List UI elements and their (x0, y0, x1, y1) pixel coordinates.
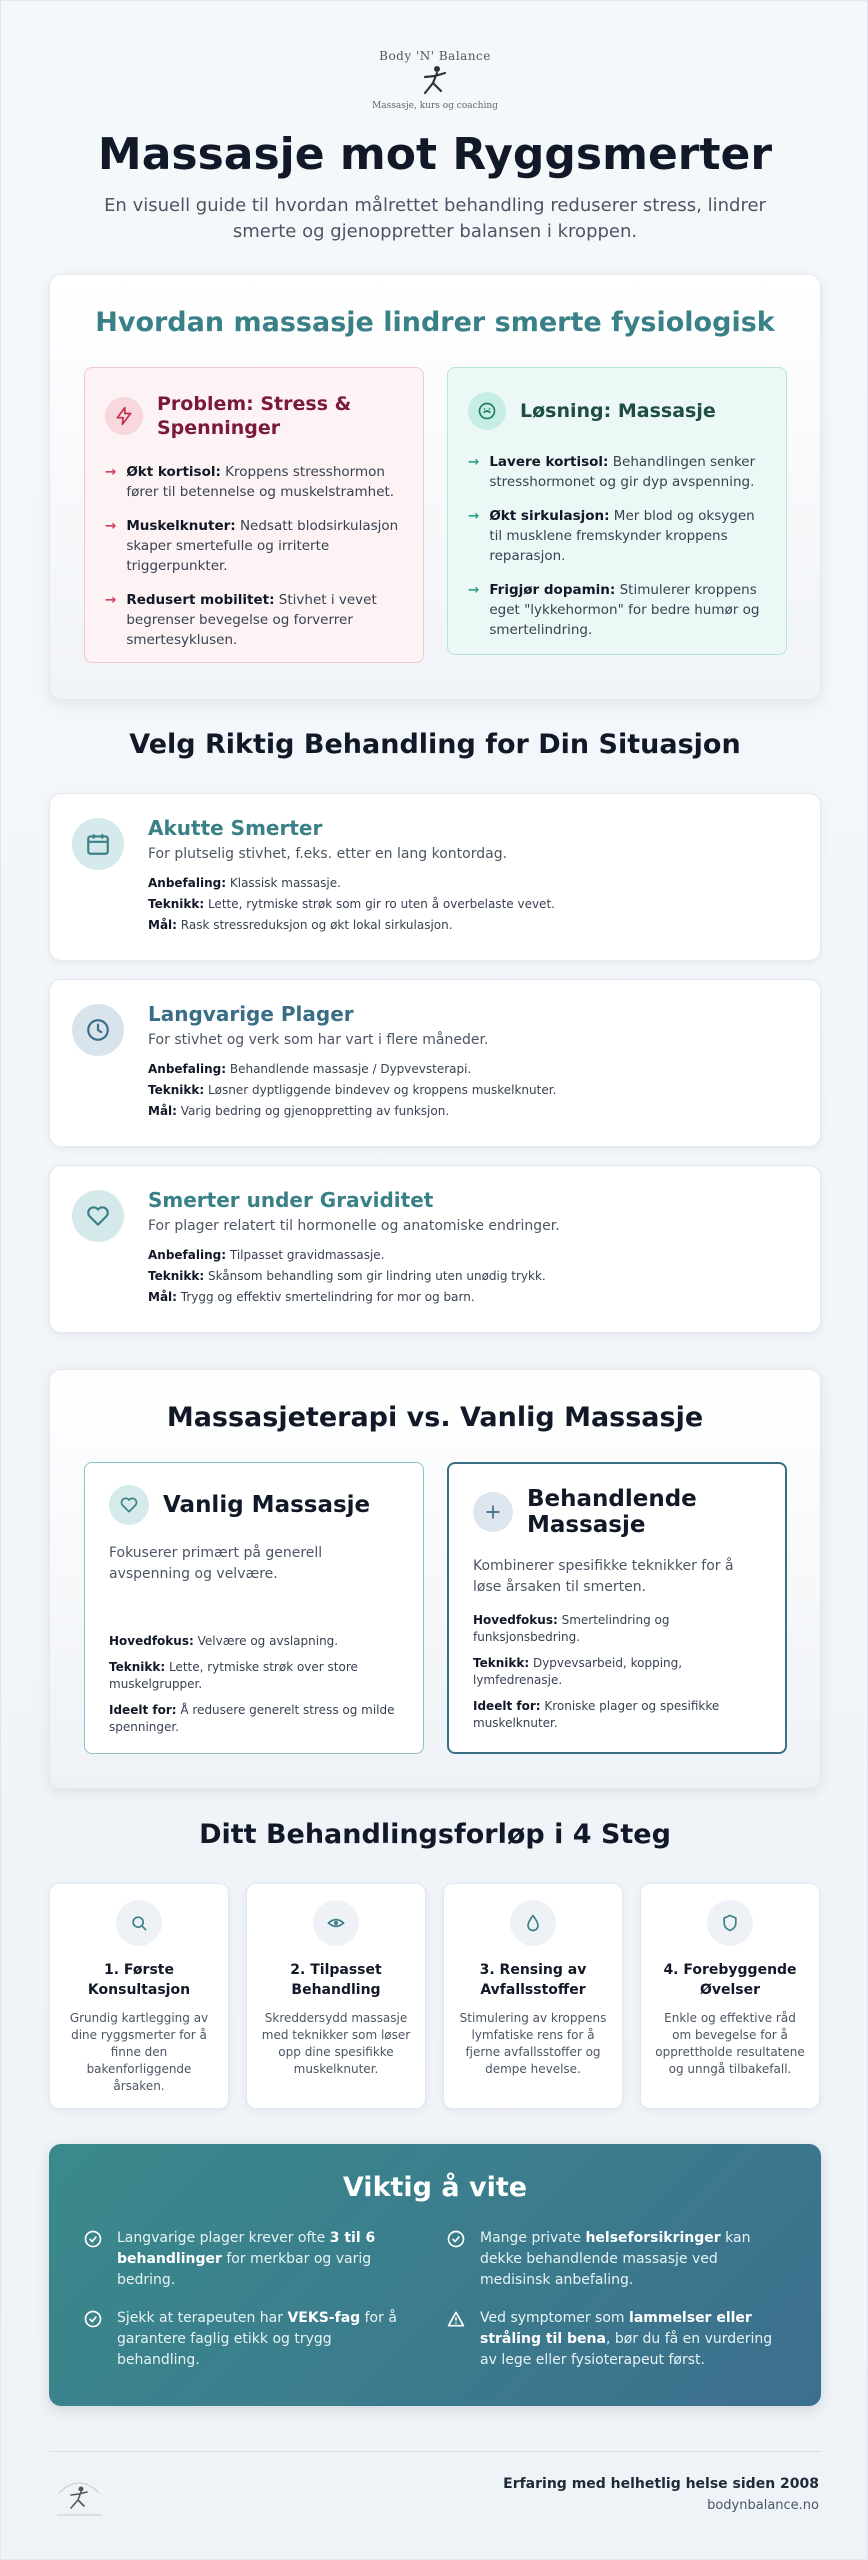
vanlig-technique: Teknikk: Lette, rytmiske strøk over store muskelgrupper. (109, 1660, 358, 1691)
treatment-title: Langvarige Plager (148, 1002, 354, 1026)
footer-divider (49, 2451, 821, 2452)
solution-box (447, 367, 787, 655)
smile-icon (468, 392, 506, 430)
treatments-title: Velg Riktig Behandling for Din Situasjon (129, 729, 741, 760)
dancer-figure-icon (415, 63, 455, 99)
vanlig-title: Vanlig Massasje (163, 1492, 371, 1518)
step-title: 4. Forebyggende Øvelser (663, 1962, 797, 1998)
step-card-4 (640, 1883, 820, 2109)
physiology-card (49, 274, 821, 700)
logo-brand-name: Body 'N' Balance (379, 49, 491, 63)
step-title: 2. Tilpasset Behandling (290, 1962, 382, 1998)
search-icon (116, 1900, 162, 1946)
heart-icon (72, 1190, 124, 1242)
solution-item: → Lavere kortisol: Behandlingen senker stresshormonet og gir dyp avspenning. (468, 454, 756, 490)
important-item: Ved symptomer som lammelser eller stråling til bena, bør du få en vurdering av lege eller fysioterapeut først. (446, 2308, 776, 2371)
solution-item: → Frigjør dopamin: Stimulerer kroppens eget "lykkehormon" for bedre humør og smertelindring. (468, 582, 760, 638)
vanlig-focus: Hovedfokus: Velvære og avslapning. (109, 1634, 339, 1648)
behandlende-focus: Hovedfokus: Smertelindring og funksjonsbedring. (473, 1613, 670, 1644)
treatment-desc: For plutselig stivhet, f.eks. etter en lang kontordag. (148, 846, 508, 862)
physiology-title: Hvordan massasje lindrer smerte fysiologisk (95, 307, 775, 338)
steps-title: Ditt Behandlingsforløp i 4 Steg (199, 1819, 671, 1850)
lightning-icon (105, 397, 143, 435)
treatment-technique: Teknikk: Løsner dyptliggende bindevev og kroppens muskelknuter. (148, 1083, 557, 1097)
treatment-title: Smerter under Graviditet (148, 1188, 434, 1212)
important-item: Langvarige plager krever ofte 3 til 6 behandlinger for merkbar og varig bedring. (83, 2228, 413, 2291)
shield-icon (707, 1900, 753, 1946)
plus-icon (473, 1492, 513, 1532)
treatment-goal: Mål: Rask stressreduksjon og økt lokal sirkulasjon. (148, 918, 453, 932)
behandlende-desc: Kombinerer spesifikke teknikker for å løse årsaken til smerten. (473, 1558, 734, 1595)
treatment-technique: Teknikk: Skånsom behandling som gir lindring uten unødig trykk. (148, 1269, 546, 1283)
important-item: Mange private helseforsikringer kan dekke behandlende massasje ved medisinsk anbefaling. (446, 2228, 776, 2291)
clock-icon (72, 1004, 124, 1056)
brand-logo[interactable] (1, 49, 868, 129)
treatment-recommendation: Anbefaling: Tilpasset gravidmassasje. (148, 1248, 385, 1262)
behandlende-massasje-box (447, 1462, 787, 1754)
eye-icon (313, 1900, 359, 1946)
treatment-card-chronic (49, 979, 821, 1147)
calendar-icon (72, 818, 124, 870)
check-circle-icon (83, 2309, 103, 2329)
treatment-recommendation: Anbefaling: Klassisk massasje. (148, 876, 341, 890)
step-card-2 (246, 1883, 426, 2109)
problem-item: → Økt kortisol: Kroppens stresshormon fører til betennelse og muskelstramhet. (105, 464, 395, 500)
footer-info (503, 2476, 819, 2513)
treatment-title: Akutte Smerter (148, 816, 323, 840)
vanlig-ideal: Ideelt for: Å redusere generelt stress og milde spenninger. (109, 1703, 395, 1734)
logo-tagline: Massasje, kurs og coaching (372, 101, 498, 111)
footer-website-link[interactable]: bodynbalance.no (707, 2498, 819, 2513)
page-title: Massasje mot Ryggsmerter (97, 129, 773, 180)
step-title: 3. Rensing av Avfallsstoffer (479, 1962, 587, 1998)
treatment-desc: For plager relatert til hormonelle og anatomiske endringer. (148, 1218, 560, 1234)
treatment-goal: Mål: Trygg og effektiv smertelindring for mor og barn. (148, 1290, 475, 1304)
droplet-icon (510, 1900, 556, 1946)
vanlig-desc: Fokuserer primært på generell avspenning og velvære. (109, 1545, 323, 1582)
warning-icon (446, 2309, 466, 2329)
step-title: 1. Første Konsultasjon (87, 1962, 191, 1998)
treatment-card-pregnancy (49, 1165, 821, 1333)
step-card-1 (49, 1883, 229, 2109)
page-subtitle: En visuell guide til hvordan målrettet behandling reduserer stress, lindrer smerte og gjenoppretter balansen i kroppen. (104, 195, 766, 242)
step-card-3 (443, 1883, 623, 2109)
step-text: Skreddersydd massasje med teknikker som løser opp dine spesifikke muskelknuter. (261, 2011, 411, 2076)
step-text: Stimulering av kroppens lymfatiske rens for å fjerne avfallsstoffer og dempe hevelse. (459, 2011, 607, 2076)
problem-item: → Muskelknuter: Nedsatt blodsirkulasjon skaper smertefulle og irriterte triggerpunkter. (105, 518, 399, 574)
treatment-recommendation: Anbefaling: Behandlende massasje / Dypvevsterapi. (148, 1062, 472, 1076)
vanlig-massasje-box (84, 1462, 424, 1754)
solution-title: Løsning: Massasje (520, 400, 716, 422)
step-text: Grundig kartlegging av dine ryggsmerter for å finne den bakenforliggende årsaken. (69, 2011, 209, 2093)
comparison-card (49, 1369, 821, 1789)
check-circle-icon (83, 2229, 103, 2249)
treatment-goal: Mål: Varig bedring og gjenoppretting av funksjon. (148, 1104, 450, 1118)
behandlende-ideal: Ideelt for: Kroniske plager og spesifikke muskelknuter. (473, 1699, 720, 1730)
problem-item: → Redusert mobilitet: Stivhet i vevet begrenser bevegelse og forverrer smertesyklusen. (105, 592, 377, 648)
step-text: Enkle og effektive råd om bevegelse for å opprettholde resultatene og unngå tilbakefall. (655, 2011, 805, 2076)
footer-logo[interactable] (49, 2471, 109, 2521)
treatment-card-acute (49, 793, 821, 961)
footer-tagline: Erfaring med helhetlig helse siden 2008 (503, 2476, 819, 2492)
important-box (49, 2144, 821, 2406)
check-circle-icon (446, 2229, 466, 2249)
treatment-desc: For stivhet og verk som har vart i flere måneder. (148, 1032, 489, 1048)
treatment-technique: Teknikk: Lette, rytmiske strøk som gir ro uten å overbelaste vevet. (148, 897, 555, 911)
comparison-title: Massasjeterapi vs. Vanlig Massasje (166, 1402, 704, 1433)
problem-title: Problem: Stress & Spenninger (157, 393, 352, 439)
important-item: Sjekk at terapeuten har VEKS-fag for å garantere faglig etikk og trygg behandling. (83, 2308, 413, 2371)
solution-item: → Økt sirkulasjon: Mer blod og oksygen til musklene fremskynder kroppens reparasjon. (468, 508, 755, 564)
behandlende-title: Behandlende Massasje (527, 1486, 697, 1538)
problem-box (84, 367, 424, 663)
behandlende-technique: Teknikk: Dypvevsarbeid, kopping, lymfedrenasje. (473, 1656, 683, 1687)
heart-icon (109, 1485, 149, 1525)
important-title: Viktig å vite (342, 2172, 528, 2203)
